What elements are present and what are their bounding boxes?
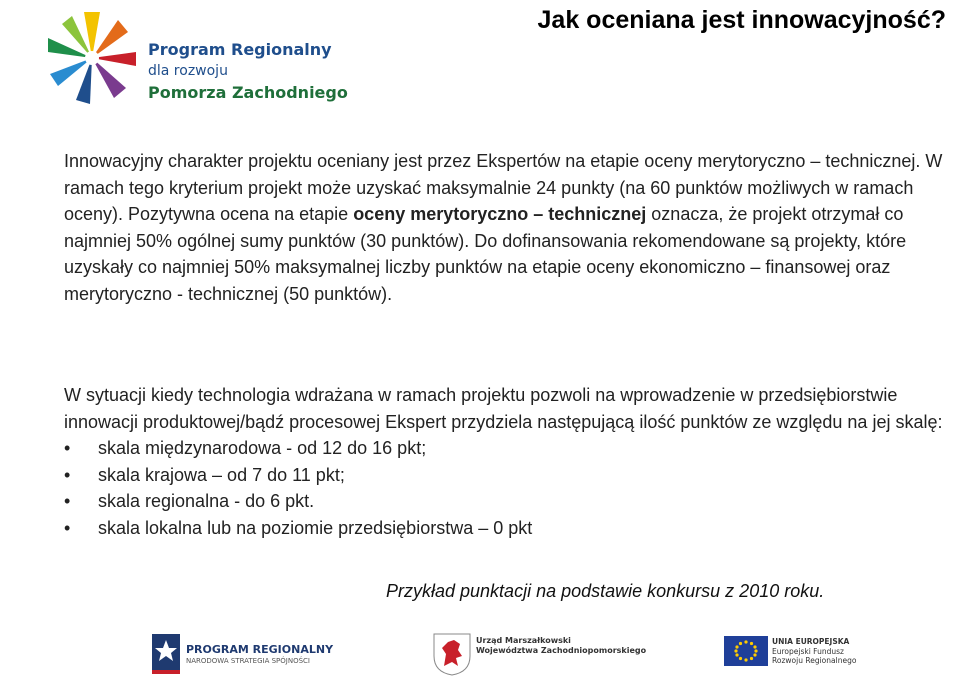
footer-logo3-line2: Europejski Fundusz bbox=[772, 647, 844, 656]
footer-logo2-line2: Województwa Zachodniopomorskiego bbox=[476, 646, 647, 655]
logo-text-line2: dla rozwoju bbox=[148, 63, 228, 79]
paragraph-text-segment: oznacza, że projekt otrzymał co najmniej 50% ogólnej sumy punktów (30 punktów). Do dofinansowania rekomendowane są projekty, które uzyskały co najmniej 50% maksymalnej liczby punktów na etapie oceny ekonomiczno – finansowej oraz merytoryczno - technicznej (50 punktów). bbox=[64, 204, 907, 304]
paragraph-evaluation bbox=[64, 148, 944, 307]
list-item: • skala międzynarodowa - od 12 do 16 pkt; bbox=[64, 435, 944, 462]
list-item: • skala krajowa – od 7 do 11 pkt; bbox=[64, 462, 944, 489]
footer-logo3-line3: Rozwoju Regionalnego bbox=[772, 656, 857, 665]
list-item: • skala lokalna lub na poziomie przedsiębiorstwa – 0 pkt bbox=[64, 515, 944, 542]
griffin-coat-of-arms-icon bbox=[432, 632, 472, 676]
nss-flag-icon bbox=[150, 630, 182, 676]
logo-text-line1: Program Regionalny bbox=[148, 40, 332, 59]
scale-list bbox=[64, 435, 944, 541]
paragraph-scale bbox=[64, 382, 944, 541]
example-note: Przykład punktacji na podstawie konkursu z 2010 roku. bbox=[386, 581, 825, 601]
footer-logo3-line1: UNIA EUROPEJSKA bbox=[772, 637, 850, 646]
paragraph-text-segment: Innowacyjny charakter projektu oceniany jest przez Ekspertów na etapie oceny merytoryczno – technicznej. W ramach tego kryterium projekt może uzyskać maksymalnie 24 punkty (na 60 punktów możliwych w ramach oceny). Pozytywna ocena na etapie bbox=[64, 151, 943, 224]
paragraph-scale-intro: W sytuacji kiedy technologia wdrażana w ramach projektu pozwoli na wprowadzenie w przedsiębiorstwie innowacji produktowej/bądź procesowej Ekspert przydziela następującą ilość punktów ze względu na jej skalę: bbox=[64, 385, 943, 432]
list-item: • skala regionalna - do 6 pkt. bbox=[64, 488, 944, 515]
footer-logo1-subtitle: NARODOWA STRATEGIA SPÓJNOŚCI bbox=[186, 657, 310, 665]
footer-logo2-line1: Urząd Marszałkowski bbox=[476, 636, 571, 645]
paragraph-bold-segment: oceny merytoryczno – technicznej bbox=[353, 204, 647, 224]
footer-logo1-title: PROGRAM REGIONALNY bbox=[186, 643, 334, 656]
page-title: Jak oceniana jest innowacyjność? bbox=[537, 6, 946, 34]
logo-text-line3: Pomorza Zachodniego bbox=[148, 83, 348, 102]
eu-flag-icon bbox=[724, 636, 768, 666]
